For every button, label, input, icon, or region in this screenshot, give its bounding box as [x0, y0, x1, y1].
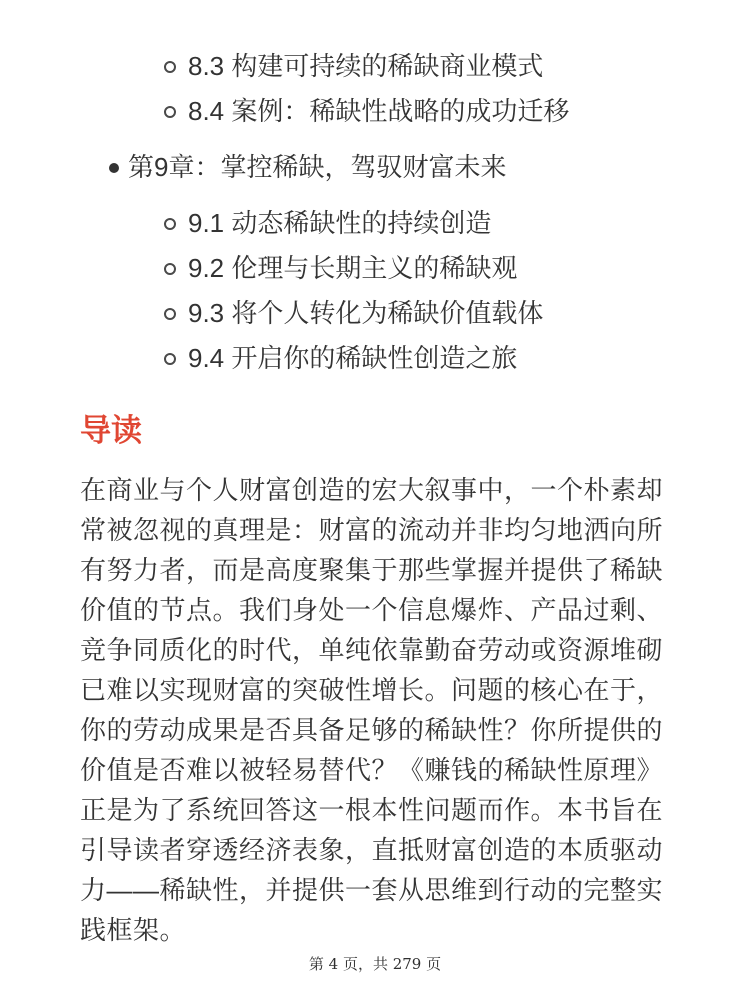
toc-subitem-label: 9.4 开启你的稀缺性创造之旅 — [188, 343, 518, 373]
circle-bullet-icon — [164, 106, 176, 118]
circle-bullet-icon — [164, 308, 176, 320]
toc-subitem-label: 9.2 伦理与长期主义的稀缺观 — [188, 253, 518, 283]
circle-bullet-icon — [164, 218, 176, 230]
toc-subitem-label: 9.3 将个人转化为稀缺价值载体 — [188, 298, 544, 328]
section-heading-daodu: 导读 — [80, 413, 142, 448]
page-number-footer: 第 4 页，共 279 页 — [308, 955, 442, 973]
intro-paragraph: 在商业与个人财富创造的宏大叙事中，一个朴素却常被忽视的真理是：财富的流动并非均匀地洒向所有努力者，而是高度聚集于那些掌握并提供了稀缺价值的节点。我们身处一个信息爆炸、产品过剩、竞争同质化的时代，单纯依靠勤奋劳动或资源堆砌已难以实现财富的突破性增长。问题的核心在于，你的劳动成果是否具备足够的稀缺性？你所提供的价值是否难以被轻易替代？《赚钱的稀缺性原理》正是为了系统回答这一根本性问题而作。本书旨在引导读者穿透经济表象，直抵财富创造的本质驱动力——稀缺性，并提供一套从思维到行动的完整实践框架。 — [80, 475, 664, 945]
toc-chapter-label: 第9章：掌控稀缺，驾驭财富未来 — [128, 152, 507, 182]
toc-subitem-label: 8.3 构建可持续的稀缺商业模式 — [188, 51, 544, 81]
circle-bullet-icon — [164, 353, 176, 365]
toc-subitem — [80, 201, 670, 246]
toc-subitem — [80, 44, 670, 89]
toc-subitem — [80, 246, 670, 291]
toc-chapter-item — [80, 145, 670, 190]
toc-subitem — [80, 291, 670, 336]
table-of-contents — [80, 44, 670, 381]
toc-subitem-label: 9.1 动态稀缺性的持续创造 — [188, 208, 492, 238]
toc-subitem — [80, 89, 670, 134]
toc-subitem — [80, 336, 670, 381]
disc-bullet-icon — [109, 163, 119, 173]
circle-bullet-icon — [164, 61, 176, 73]
circle-bullet-icon — [164, 263, 176, 275]
toc-subitem-label: 8.4 案例：稀缺性战略的成功迁移 — [188, 96, 570, 126]
